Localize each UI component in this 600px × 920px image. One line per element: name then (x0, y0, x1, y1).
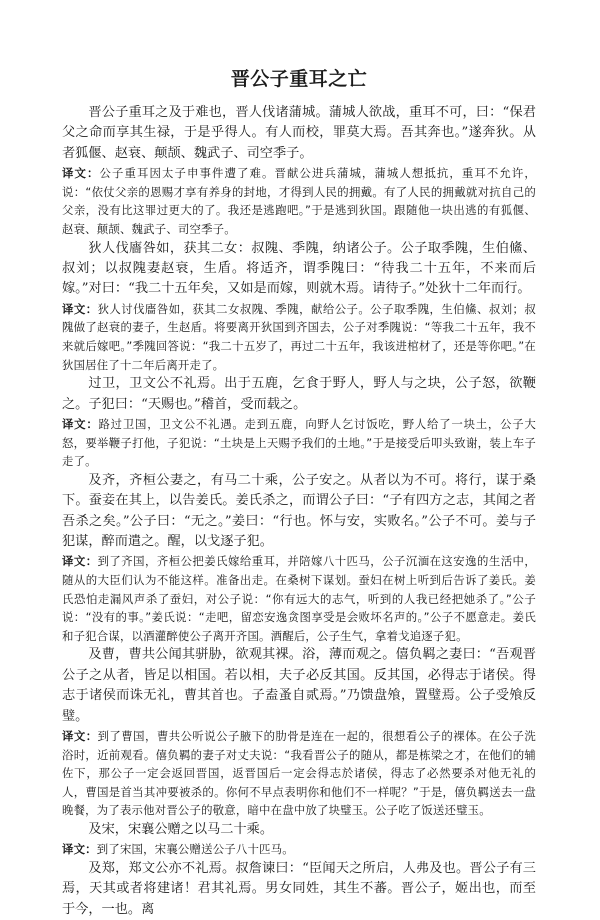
translation-paragraph (62, 552, 536, 645)
translation-label: 译文： (62, 729, 98, 743)
section-1 (62, 103, 536, 239)
original-paragraph: 及齐，齐桓公妻之，有马二十乘，公子安之。从者以为不可。将行，谋于桑下。蚕妾在其上，以告姜氏。姜氏杀之，而谓公子曰：“子有四方之志，其闻之者吾杀之矣。”公子曰：“无之。”姜曰：“行也。怀与安，实败名。”公子不可。姜与子犯谋，醉而遣之。醒，以戈逐子犯。 (62, 472, 536, 549)
original-paragraph: 狄人伐廧咎如，获其二女：叔隗、季隗，纳诸公子。公子取季隗，生伯鯈、叔刘；以叔隗妻赵衰，生盾。将适齐，谓季隗曰：“待我二十五年，不来而后嫁。”对曰：“我二十五年矣，又如是而嫁，则就木焉。请待子。”处狄十二年而行。 (62, 240, 536, 297)
translation-paragraph (62, 164, 536, 238)
translation-text: 公子重耳因太子申事件遭了难。晋献公进兵蒲城，蒲城人想抵抗，重耳不允许，说：“依仗父亲的恩赐才享有养身的封地，才得到人民的拥戴。有了人民的拥戴就对抗自己的父亲，没有比这罪过更大的了。我还是逃跑吧。”于是逃到狄国。跟随他一块出逃的有狐偃、赵衰、颠颉、魏武子、司空季子。 (62, 166, 536, 236)
translation-label: 译文： (62, 301, 98, 316)
translation-text: 到了齐国，齐桓公把姜氏嫁给重耳，并陪嫁八十匹马，公子沉湎在这安逸的生活中，随从的大臣们认为不能这样。准备出走。在桑树下谋划。蚕妇在树上听到后告诉了姜氏。姜氏恐怕走漏风声杀了蚕妇，对公子说：“你有远大的志气，听到的人我已经把她杀了。”公子说：“没有的事。”姜氏说：“走吧，留恋安逸贪图享受是会败坏名声的。”公子不愿意走。姜氏和子犯合谋，以酒灌醉使公子离开齐国。酒醒后，公子生气，拿着戈追逐子犯。 (62, 554, 536, 643)
section-2 (62, 239, 536, 375)
translation-text: 狄人讨伐廧咎如，获其二女叔隗、季隗，献给公子。公子取季隗，生伯鯈、叔刘；叔隗做了赵衰的妻子，生赵盾。将要离开狄国到齐国去，公子对季隗说：“等我二十五年，我不来就后嫁吧。”季隗回答说：“我二十五岁了，再过二十五年，我该进棺材了，还是等你吧。”在狄国居住了十二年后离开走了。 (62, 301, 536, 372)
section-7 (62, 859, 536, 920)
translation-paragraph (62, 300, 536, 374)
section-6 (62, 820, 536, 859)
original-paragraph: 及曹，曹共公闻其骈胁，欲观其裸。浴，薄而观之。僖负羁之妻曰：“吾观晋公子之从者，皆足以相国。若以相，夫子必反其国。反其国，必得志于诸侯。得志于诸侯而诛无礼，曹其首也。子盍蚤自贰焉。”乃馈盘飧，置璧焉。公子受飧反璧。 (62, 647, 536, 724)
translation-text: 到了宋国，宋襄公赠送公子八十匹马。 (96, 842, 294, 857)
translation-label: 译文： (62, 554, 98, 569)
original-paragraph: 过卫，卫文公不礼焉。出于五鹿，乞食于野人，野人与之块，公子怒，欲鞭之。子犯曰：“天赐也。”稽首，受而载之。 (62, 376, 536, 412)
translation-text: 路过卫国，卫文公不礼遇。走到五鹿，向野人乞讨饭吃，野人给了一块土，公子大怒，要举鞭子打他，子犯说：“土块是上天赐予我们的土地。”于是接受后叩头致谢，装上车子走了。 (62, 417, 537, 469)
translation-paragraph (62, 415, 536, 471)
original-paragraph: 晋公子重耳之及于难也，晋人伐诸蒲城。蒲城人欲战，重耳不可，曰：“保君父之命而享其生禄，于是乎得人。有人而校，罪莫大焉。吾其奔也。”遂奔狄。从者狐偃、赵衰、颠颉、魏武子、司空季子。 (62, 105, 536, 161)
translation-label: 译文： (62, 842, 97, 857)
translation-label: 译文： (62, 166, 100, 181)
translation-text: 到了曹国，曹共公听说公子腋下的肋骨是连在一起的，很想看公子的裸体。在公子洗浴时，近前观看。僖负羁的妻子对丈夫说：“我看晋公子的随从，都是栋梁之才，在他们的辅佐下，那公子一定会返回晋国，返晋国后一定会得志於诸侯，得志了必然要杀对他无礼的人，曹国是首当其冲要被杀的。你何不早点表明你和他们不一样呢？”于是，僖负羁送去一盘晚餐，为了表示他对晋公子的敬意，暗中在盘中放了块璧玉。公子吃了饭送还璧玉。 (62, 729, 536, 818)
section-3 (62, 374, 536, 471)
translation-paragraph (62, 727, 536, 820)
original-paragraph: 及郑，郑文公亦不礼焉。叔詹谏曰：“臣闻天之所启，人弗及也。晋公子有三焉，天其或者将建诸！君其礼焉。男女同姓，其生不蕃。晋公子，姬出也，而至于今，一也。离 (62, 860, 536, 917)
section-5 (62, 645, 536, 820)
section-4 (62, 471, 536, 646)
document-title: 晋公子重耳之亡 (230, 68, 368, 90)
original-paragraph: 及宋，宋襄公赠之以马二十乘。 (88, 821, 274, 837)
translation-label: 译文： (62, 417, 99, 431)
